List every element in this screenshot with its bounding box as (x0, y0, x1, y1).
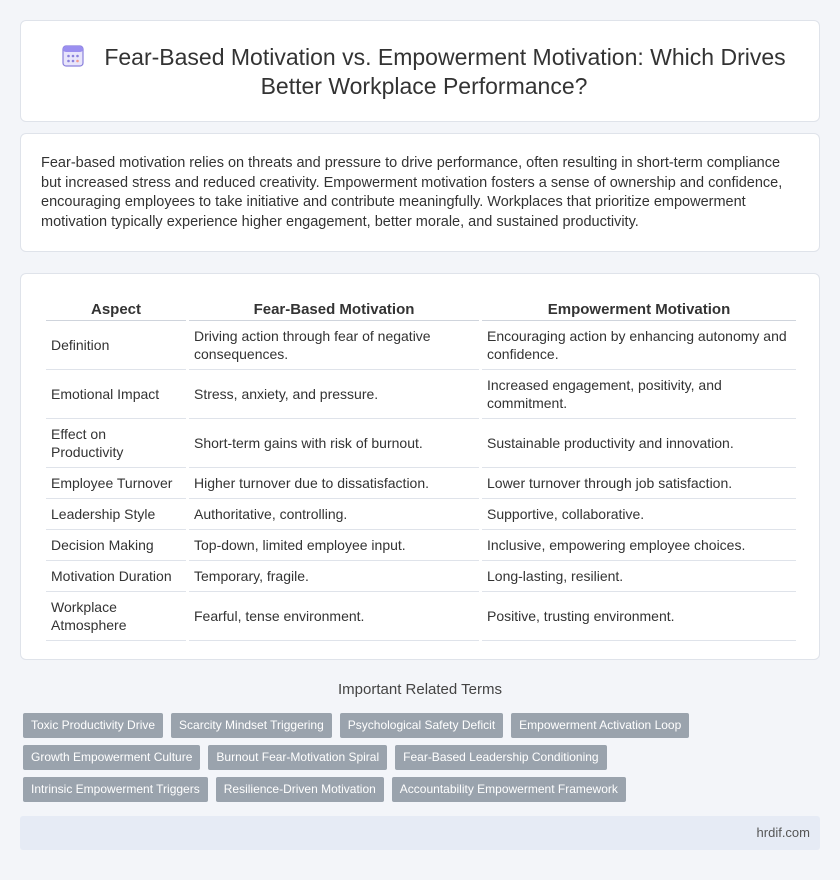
aspect-cell: Effect on Productivity (46, 419, 186, 468)
related-term-tag[interactable]: Intrinsic Empowerment Triggers (23, 777, 208, 802)
page-title: Fear-Based Motivation vs. Empowerment Motivation: Which Drives Better Workplace Performance? (104, 44, 786, 99)
table-row (46, 592, 796, 641)
empowerment-cell: Positive, trusting environment. (482, 592, 796, 641)
empowerment-cell: Lower turnover through job satisfaction. (482, 468, 796, 499)
table-row (46, 530, 796, 561)
empowerment-cell: Increased engagement, positivity, and commitment. (482, 370, 796, 419)
related-term-tag[interactable]: Resilience-Driven Motivation (216, 777, 384, 802)
related-term-tag[interactable]: Empowerment Activation Loop (511, 713, 689, 738)
fear-cell: Higher turnover due to dissatisfaction. (189, 468, 479, 499)
header-card (20, 20, 820, 122)
page-title-wrap (45, 43, 803, 101)
empowerment-cell: Supportive, collaborative. (482, 499, 796, 530)
aspect-cell: Employee Turnover (46, 468, 186, 499)
fear-cell: Driving action through fear of negative consequences. (189, 321, 479, 370)
aspect-cell: Motivation Duration (46, 561, 186, 592)
footer-bar (20, 816, 820, 850)
aspect-cell: Definition (46, 321, 186, 370)
related-terms-list (23, 713, 803, 809)
related-term-tag[interactable]: Scarcity Mindset Triggering (171, 713, 332, 738)
header-aspect: Aspect (46, 294, 186, 321)
intro-paragraph: Fear-based motivation relies on threats and pressure to drive performance, often resulting in short-term compliance but increased stress and reduced creativity. Empowerment motivation fosters a sense of ownership and confidence, encouraging employees to take initiative and contribute meaningfully. Workplaces that prioritize empowerment motivation typically experience higher engagement, better morale, and sustained productivity. (41, 155, 783, 230)
related-term-tag[interactable]: Accountability Empowerment Framework (392, 777, 626, 802)
header-empowerment: Empowerment Motivation (482, 294, 796, 321)
table-row (46, 370, 796, 419)
intro-card (20, 133, 820, 252)
table-row (46, 468, 796, 499)
table-row (46, 561, 796, 592)
related-term-tag[interactable]: Psychological Safety Deficit (340, 713, 503, 738)
fear-cell: Top-down, limited employee input. (189, 530, 479, 561)
related-term-tag[interactable]: Toxic Productivity Drive (23, 713, 163, 738)
related-terms-title: Important Related Terms (338, 681, 502, 698)
table-row (46, 499, 796, 530)
calendar-document-icon (62, 43, 84, 67)
header-fear-based: Fear-Based Motivation (189, 294, 479, 321)
related-term-tag[interactable]: Growth Empowerment Culture (23, 745, 200, 770)
empowerment-cell: Long-lasting, resilient. (482, 561, 796, 592)
aspect-cell: Emotional Impact (46, 370, 186, 419)
table-row (46, 321, 796, 370)
comparison-table (43, 294, 799, 641)
related-term-tag[interactable]: Burnout Fear-Motivation Spiral (208, 745, 387, 770)
table-header-row (46, 294, 796, 321)
aspect-cell: Leadership Style (46, 499, 186, 530)
empowerment-cell: Encouraging action by enhancing autonomy and confidence. (482, 321, 796, 370)
table-row (46, 419, 796, 468)
footer-site-link[interactable]: hrdif.com (756, 825, 810, 840)
aspect-cell: Decision Making (46, 530, 186, 561)
comparison-card (20, 273, 820, 660)
fear-cell: Stress, anxiety, and pressure. (189, 370, 479, 419)
fear-cell: Temporary, fragile. (189, 561, 479, 592)
fear-cell: Short-term gains with risk of burnout. (189, 419, 479, 468)
fear-cell: Authoritative, controlling. (189, 499, 479, 530)
empowerment-cell: Sustainable productivity and innovation. (482, 419, 796, 468)
fear-cell: Fearful, tense environment. (189, 592, 479, 641)
related-term-tag[interactable]: Fear-Based Leadership Conditioning (395, 745, 606, 770)
aspect-cell: Workplace Atmosphere (46, 592, 186, 641)
empowerment-cell: Inclusive, empowering employee choices. (482, 530, 796, 561)
